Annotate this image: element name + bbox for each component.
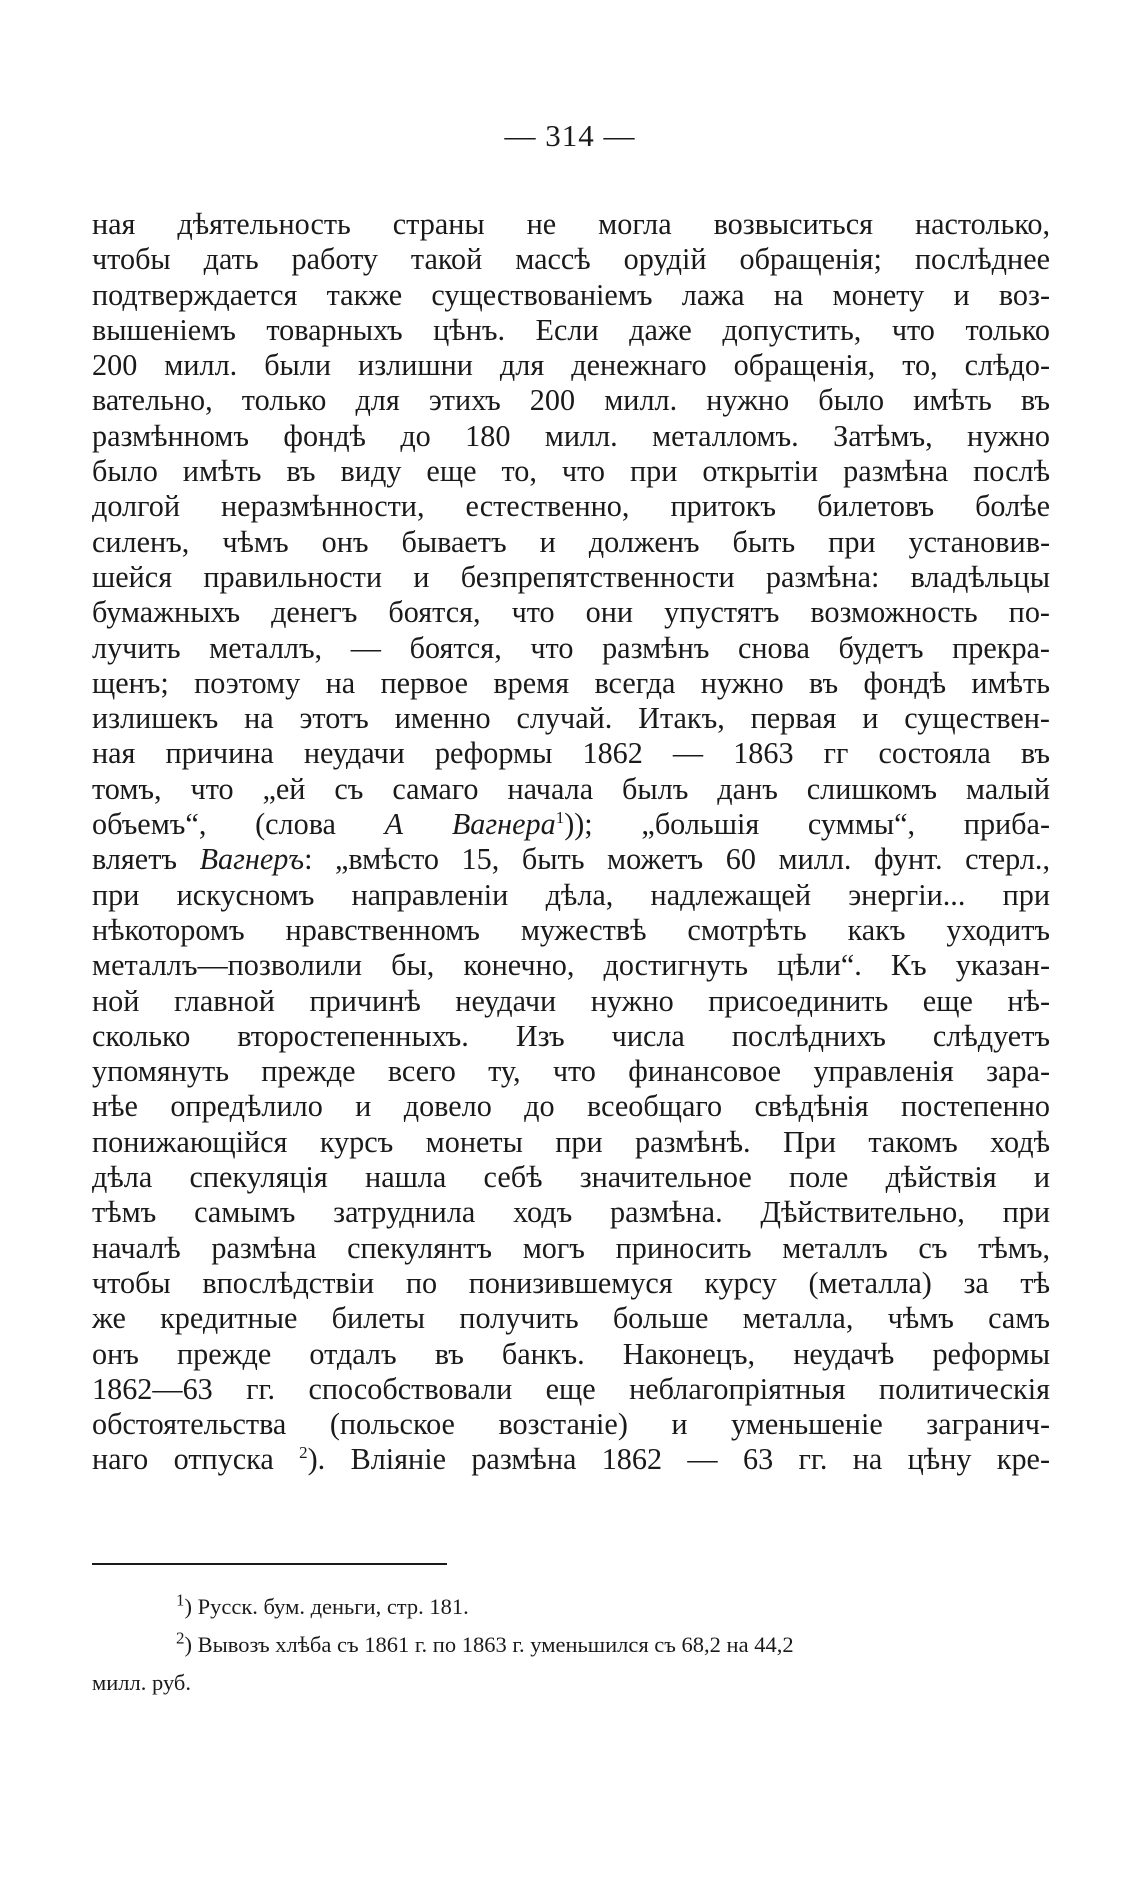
text-line: же кредитные билеты получить больше металла, чѣмъ самъ xyxy=(92,1301,1050,1336)
text-line: излишекъ на этотъ именно случай. Итакъ, первая и существен- xyxy=(92,701,1050,736)
text-line: долгой неразмѣнности, естественно, притокъ билетовъ болѣе xyxy=(92,489,1050,524)
page-number: — 314 — xyxy=(504,118,636,153)
text-line-with-footnote xyxy=(92,1442,1050,1477)
text-line: вательно, только для этихъ 200 милл. нужно было имѣть въ xyxy=(92,383,1050,418)
text-line: ной главной причинѣ неудачи нужно присоединить еще нѣ- xyxy=(92,983,1050,1018)
text-segment: вляетъ xyxy=(92,842,200,877)
text-line: бумажныхъ денегъ боятся, что они упустятъ возможность по- xyxy=(92,595,1050,630)
text-line: подтверждается также существованіемъ лажа на монету и воз- xyxy=(92,277,1050,312)
text-line-with-author xyxy=(92,842,1050,877)
footnote-mark: 1 xyxy=(176,1590,185,1610)
footnote-text: ) Русск. бум. деньги, стр. 181. xyxy=(184,1594,469,1619)
footnote-mark: 2 xyxy=(176,1628,185,1648)
footnote-2 xyxy=(92,1626,1050,1664)
text-line: ная дѣятельность страны не могла возвыситься настолько, xyxy=(92,207,1050,241)
text-line: ная причина неудачи реформы 1862 — 1863 гг состояла въ xyxy=(92,736,1050,771)
text-line: силенъ, чѣмъ онъ бываетъ и долженъ быть при установив- xyxy=(92,524,1050,559)
text-line: 200 милл. были излишни для денежнаго обращенія, то, слѣдо- xyxy=(92,348,1050,383)
text-segment: : „вмѣсто 15, быть можетъ 60 милл. фунт. стерл., xyxy=(304,842,1051,877)
footnotes xyxy=(92,1588,1050,1702)
footnote-2-continuation: милл. руб. xyxy=(92,1670,191,1695)
text-line: было имѣть въ виду еще то, что при открытіи размѣна послѣ xyxy=(92,454,1050,489)
text-line: тѣмъ самымъ затруднила ходъ размѣна. Дѣйствительно, при xyxy=(92,1195,1050,1230)
footnote-1 xyxy=(92,1588,1050,1626)
footnote-text: ) Вывозъ хлѣба съ 1861 г. по 1863 г. уменьшился съ 68,2 на 44,2 xyxy=(184,1632,794,1657)
text-segment: ). Вліяніе размѣна 1862 — 63 гг. на цѣну кре- xyxy=(307,1442,1051,1477)
text-line: онъ прежде отдалъ въ банкъ. Наконецъ, неудачѣ реформы xyxy=(92,1336,1050,1371)
text-line: 1862—63 гг. способствовали еще неблагопріятныя политическія xyxy=(92,1371,1050,1406)
text-line: нѣкоторомъ нравственномъ мужествѣ смотрѣть какъ уходитъ xyxy=(92,912,1050,947)
text-line: при искусномъ направленіи дѣла, надлежащей энергіи... при xyxy=(92,877,1050,912)
text-line: началѣ размѣна спекулянтъ могъ приносить металлъ съ тѣмъ, xyxy=(92,1230,1050,1265)
text-line: нѣе опредѣлило и довело до всеобщаго свѣдѣнія постепенно xyxy=(92,1089,1050,1124)
text-line: металлъ—позволили бы, конечно, достигнуть цѣли“. Къ указан- xyxy=(92,948,1050,983)
text-segment: )); „большія суммы“, приба- xyxy=(564,807,1050,842)
text-line: вышеніемъ товарныхъ цѣнъ. Если даже допустить, что только xyxy=(92,312,1050,347)
text-line: обстоятельства (польское возстаніе) и уменьшеніе загранич- xyxy=(92,1407,1050,1442)
text-line: упомянуть прежде всего ту, что финансовое управленія зара- xyxy=(92,1054,1050,1089)
text-line: чтобы впослѣдствіи по понизившемуся курсу (металла) за тѣ xyxy=(92,1265,1050,1300)
text-line: щенъ; поэтому на первое время всегда нужно въ фондѣ имѣть xyxy=(92,665,1050,700)
text-line: лучить металлъ, — боятся, что размѣнъ снова будетъ прекра- xyxy=(92,630,1050,665)
text-line-with-author xyxy=(92,807,1050,842)
text-line: дѣла спекуляція нашла себѣ значительное поле дѣйствія и xyxy=(92,1160,1050,1195)
author-name: А Вагнера xyxy=(384,807,556,842)
footnote-ref[interactable]: 2 xyxy=(299,1443,308,1463)
text-line: понижающійся курсъ монеты при размѣнѣ. При такомъ ходѣ xyxy=(92,1124,1050,1159)
author-name: Вагнеръ xyxy=(199,842,305,877)
text-line: чтобы дать работу такой массѣ орудій обращенія; послѣднее xyxy=(92,242,1050,277)
footnote-ref[interactable]: 1 xyxy=(555,807,565,827)
text-segment: объемъ“, (слова xyxy=(92,807,385,842)
text-line: томъ, что „ей съ самаго начала былъ данъ слишкомъ малый xyxy=(92,771,1050,806)
text-line: сколько второстепенныхъ. Изъ числа послѣднихъ слѣдуетъ xyxy=(92,1018,1050,1053)
text-segment: наго отпуска xyxy=(92,1442,300,1477)
footnote-divider xyxy=(92,1563,447,1565)
text-line: шейся правильности и безпрепятственности размѣна: владѣльцы xyxy=(92,559,1050,594)
text-line: размѣнномъ фондѣ до 180 милл. металломъ. Затѣмъ, нужно xyxy=(92,418,1050,453)
main-text xyxy=(92,207,1050,1478)
